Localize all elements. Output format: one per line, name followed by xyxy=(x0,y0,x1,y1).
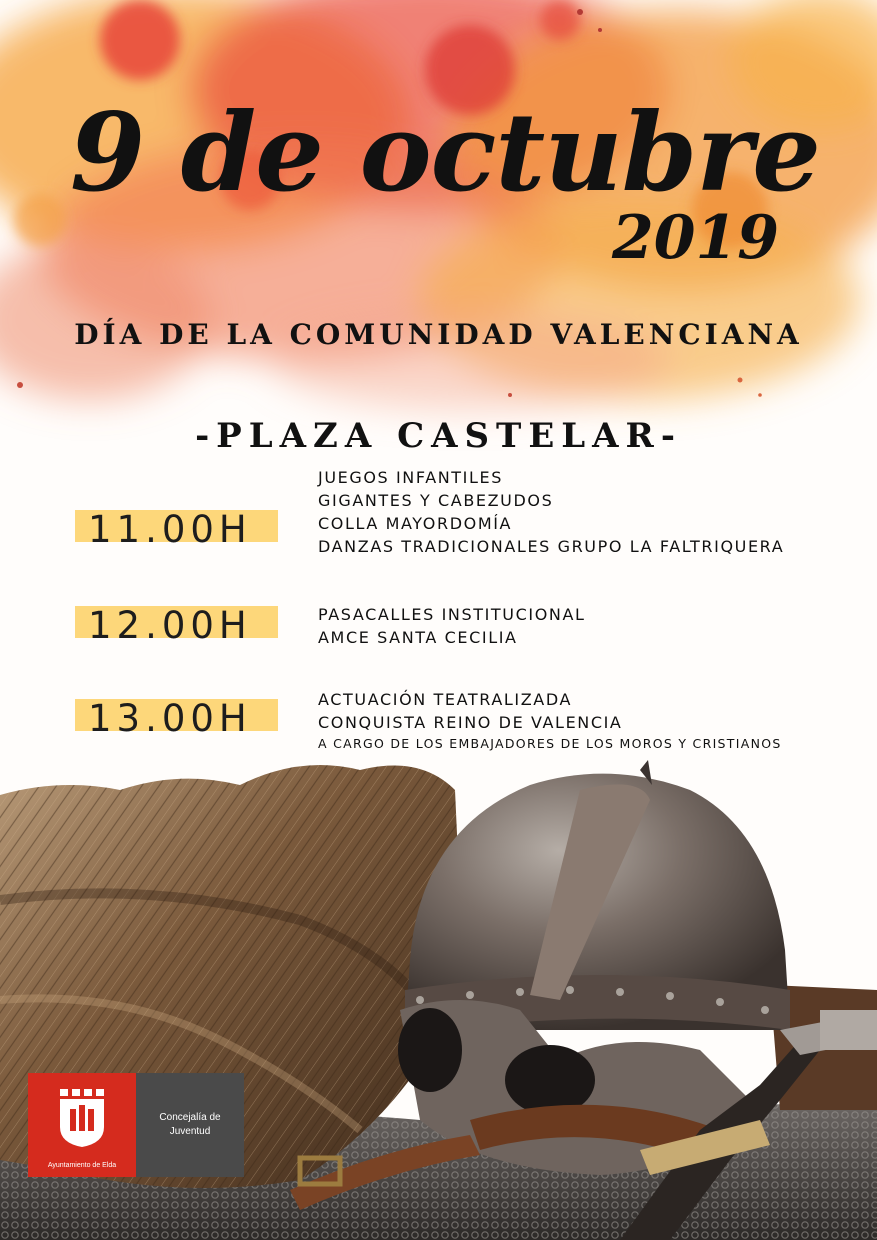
logo-caption-right-2: Juventud xyxy=(169,1126,211,1137)
act-note: A CARGO DE LOS EMBAJADORES DE LOS MOROS Y CRISTIANOS xyxy=(318,736,782,751)
venue-heading: -PLAZA CASTELAR- xyxy=(195,416,682,456)
logo-caption-right-1: Concejalía de xyxy=(159,1112,221,1123)
act-item: JUEGOS INFANTILES xyxy=(318,468,503,487)
act-item: AMCE SANTA CECILIA xyxy=(318,628,518,647)
acts-list xyxy=(318,603,586,649)
act-item: DANZAS TRADICIONALES GRUPO LA FALTRIQUERA xyxy=(318,537,785,556)
logo-caption-left: Ayuntamiento de Elda xyxy=(47,1162,117,1169)
acts-list xyxy=(318,466,784,558)
act-item: PASACALLES INSTITUCIONAL xyxy=(318,605,586,624)
organizer-logo xyxy=(28,1073,244,1177)
time-label: 11.00H xyxy=(88,508,252,551)
logo-red-panel xyxy=(28,1073,136,1177)
logo-grey-panel xyxy=(136,1073,244,1177)
poster-title-date: 9 de octubre xyxy=(70,90,820,216)
poster-title-year: 2019 xyxy=(612,203,779,273)
acts-list xyxy=(318,688,782,754)
time-label: 13.00H xyxy=(88,697,252,740)
act-item: GIGANTES Y CABEZUDOS xyxy=(318,491,554,510)
act-item: COLLA MAYORDOMÍA xyxy=(318,514,513,533)
elda-shield-icon xyxy=(58,1087,106,1149)
time-label: 12.00H xyxy=(88,604,252,647)
act-item: ACTUACIÓN TEATRALIZADA xyxy=(318,690,573,709)
poster-subtitle: DÍA DE LA COMUNIDAD VALENCIANA xyxy=(74,318,803,351)
act-item: CONQUISTA REINO DE VALENCIA xyxy=(318,713,623,732)
